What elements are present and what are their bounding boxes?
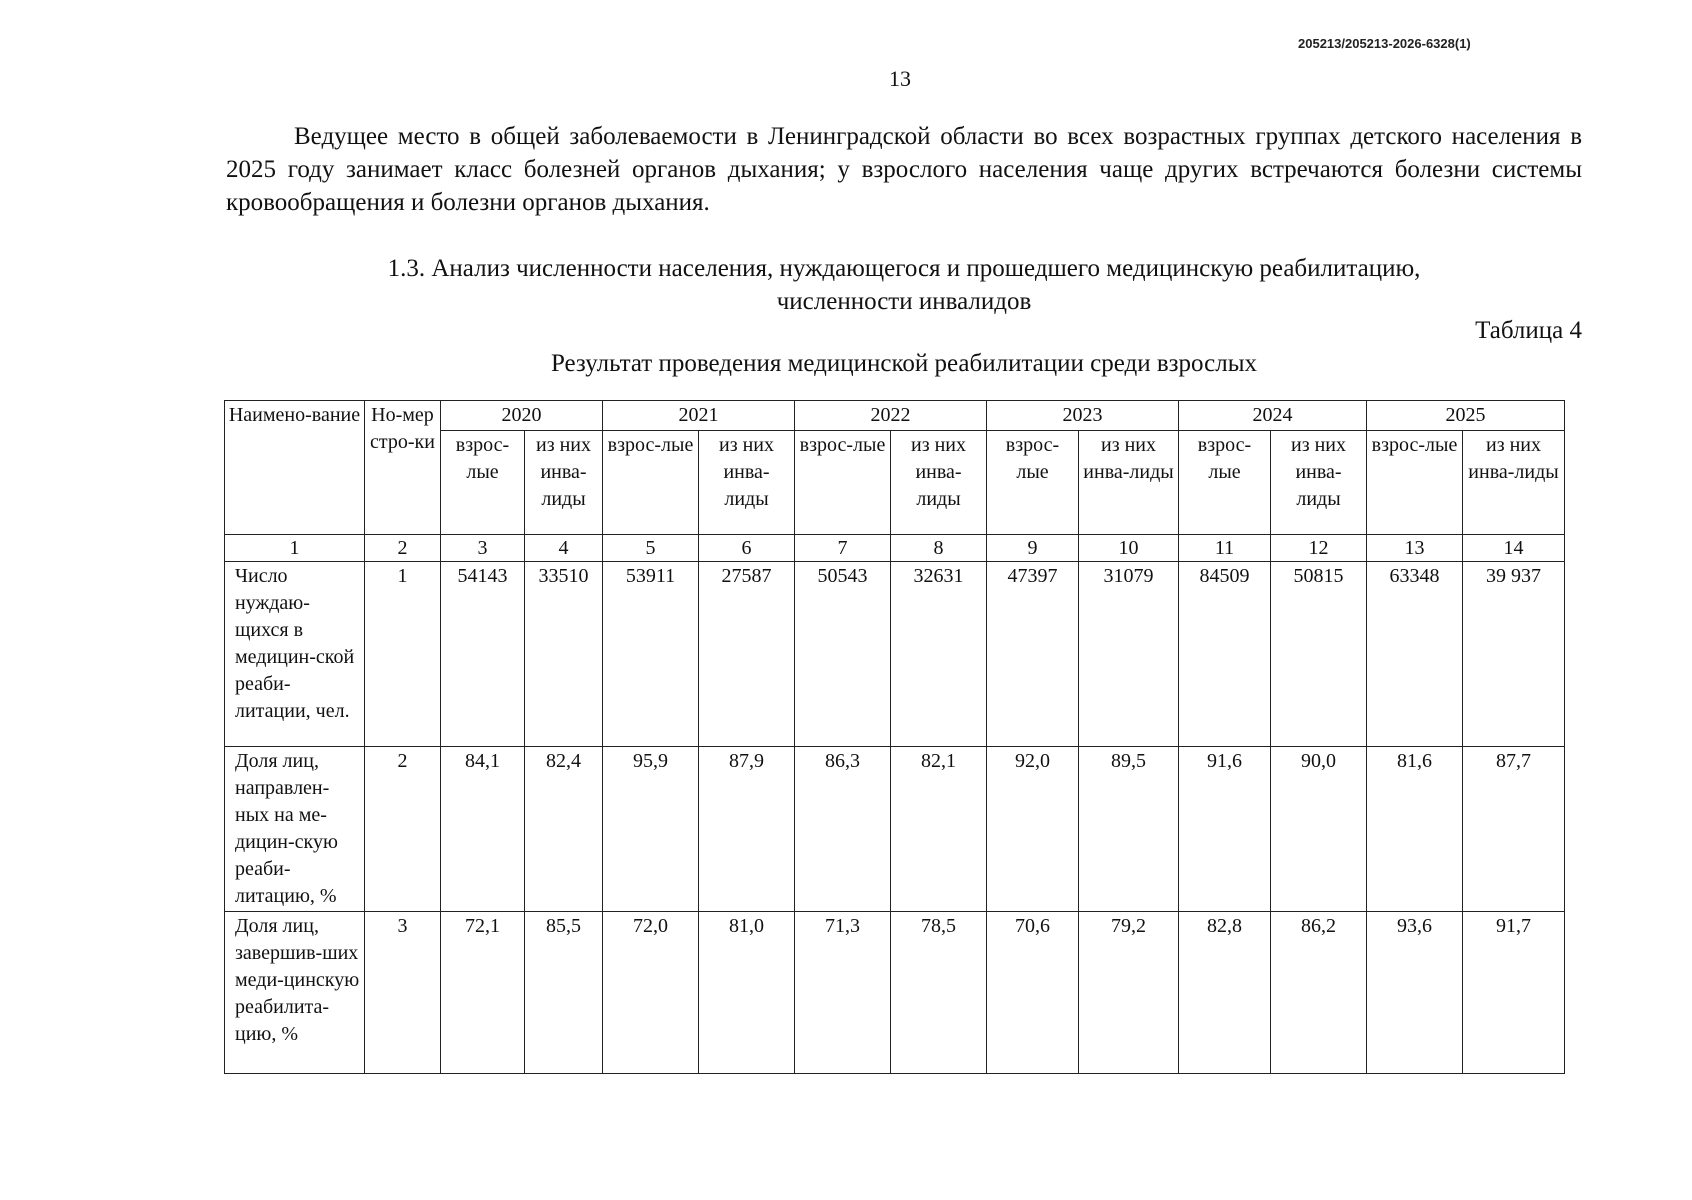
cell-value: 91,7 (1463, 912, 1565, 1074)
cell-value: 90,0 (1271, 747, 1367, 912)
cell-value: 70,6 (987, 912, 1079, 1074)
cell-value: 50543 (795, 562, 891, 747)
cell-value: 47397 (987, 562, 1079, 747)
row-name: Доля лиц, направлен-ных на ме-дицин-скую реаби-литацию, % (225, 747, 365, 912)
cell-value: 31079 (1079, 562, 1179, 747)
cell-value: 85,5 (525, 912, 603, 1074)
document-id: 205213/205213-2026-6328(1) (1298, 36, 1471, 51)
cell-value: 81,6 (1367, 747, 1463, 912)
cell-value: 82,1 (891, 747, 987, 912)
year-header: 2021 (603, 401, 795, 431)
cell-value: 91,6 (1179, 747, 1271, 912)
column-number: 2 (365, 535, 441, 562)
sub-header-disabled: из них инва-лиды (1463, 431, 1565, 535)
cell-value: 63348 (1367, 562, 1463, 747)
cell-value: 54143 (441, 562, 525, 747)
column-number: 14 (1463, 535, 1565, 562)
sub-header-adults: взрос-лые (795, 431, 891, 535)
cell-value: 84509 (1179, 562, 1271, 747)
table-row (225, 912, 1565, 1074)
table-label: Таблица 4 (1475, 317, 1582, 344)
cell-value: 86,3 (795, 747, 891, 912)
page-number: 13 (889, 66, 911, 91)
table-row (225, 562, 1565, 747)
col-header-name: Наимено-вание (225, 401, 365, 535)
cell-value: 32631 (891, 562, 987, 747)
column-number: 4 (525, 535, 603, 562)
cell-value: 93,6 (1367, 912, 1463, 1074)
cell-value: 79,2 (1079, 912, 1179, 1074)
year-header: 2023 (987, 401, 1179, 431)
sub-header-disabled: из них инва-лиды (1079, 431, 1179, 535)
table-row (225, 747, 1565, 912)
column-number: 13 (1367, 535, 1463, 562)
year-header: 2020 (441, 401, 603, 431)
cell-value: 84,1 (441, 747, 525, 912)
col-header-row-number: Но-мер стро-ки (365, 401, 441, 535)
column-number: 12 (1271, 535, 1367, 562)
cell-value: 27587 (699, 562, 795, 747)
cell-value: 87,9 (699, 747, 795, 912)
cell-value: 72,0 (603, 912, 699, 1074)
cell-value: 72,1 (441, 912, 525, 1074)
row-name: Доля лиц, завершив-ших меди-цинскую реабилита-цию, % (225, 912, 365, 1074)
row-name: Число нуждаю-щихся в медицин-ской реаби-литации, чел. (225, 562, 365, 747)
year-header: 2025 (1367, 401, 1565, 431)
row-number: 1 (365, 562, 441, 747)
cell-value: 86,2 (1271, 912, 1367, 1074)
cell-value: 89,5 (1079, 747, 1179, 912)
column-number: 1 (225, 535, 365, 562)
sub-header-disabled: из них инва-лиды (525, 431, 603, 535)
cell-value: 39 937 (1463, 562, 1565, 747)
section-title-line-1: 1.3. Анализ численности населения, нуждающегося и прошедшего медицинскую реабилитацию, (387, 255, 1421, 282)
year-header: 2022 (795, 401, 987, 431)
column-number: 8 (891, 535, 987, 562)
cell-value: 81,0 (699, 912, 795, 1074)
column-number: 9 (987, 535, 1079, 562)
cell-value: 82,4 (525, 747, 603, 912)
section-title-line-2: численности инвалидов (776, 288, 1032, 315)
table-caption: Результат проведения медицинской реабилитации среди взрослых (550, 350, 1258, 377)
cell-value: 78,5 (891, 912, 987, 1074)
year-header: 2024 (1179, 401, 1367, 431)
sub-header-adults: взрос-лые (1367, 431, 1463, 535)
row-number: 3 (365, 912, 441, 1074)
cell-value: 33510 (525, 562, 603, 747)
sub-header-adults: взрос-лые (441, 431, 525, 535)
sub-header-disabled: из них инва-лиды (699, 431, 795, 535)
sub-header-disabled: из них инва-лиды (1271, 431, 1367, 535)
sub-header-adults: взрос-лые (603, 431, 699, 535)
header-row-years (225, 401, 1565, 431)
section-title (226, 252, 1582, 318)
column-number: 7 (795, 535, 891, 562)
column-number-row (225, 535, 1565, 562)
column-number: 3 (441, 535, 525, 562)
column-number: 5 (603, 535, 699, 562)
cell-value: 82,8 (1179, 912, 1271, 1074)
cell-value: 87,7 (1463, 747, 1565, 912)
sub-header-adults: взрос-лые (987, 431, 1079, 535)
cell-value: 53911 (603, 562, 699, 747)
column-number: 11 (1179, 535, 1271, 562)
rehab-table (224, 400, 1565, 1074)
cell-value: 95,9 (603, 747, 699, 912)
intro-paragraph: Ведущее место в общей заболеваемости в Ленинградской области во всех возрастных группах детского населения в 2025 году занимает класс болезней органов дыхания; у взрослого населения чаще других встречаются болезни системы кровообращения и болезни органов дыхания. (226, 123, 1582, 216)
column-number: 10 (1079, 535, 1179, 562)
row-number: 2 (365, 747, 441, 912)
sub-header-disabled: из них инва-лиды (891, 431, 987, 535)
cell-value: 71,3 (795, 912, 891, 1074)
cell-value: 50815 (1271, 562, 1367, 747)
sub-header-adults: взрос-лые (1179, 431, 1271, 535)
cell-value: 92,0 (987, 747, 1079, 912)
column-number: 6 (699, 535, 795, 562)
